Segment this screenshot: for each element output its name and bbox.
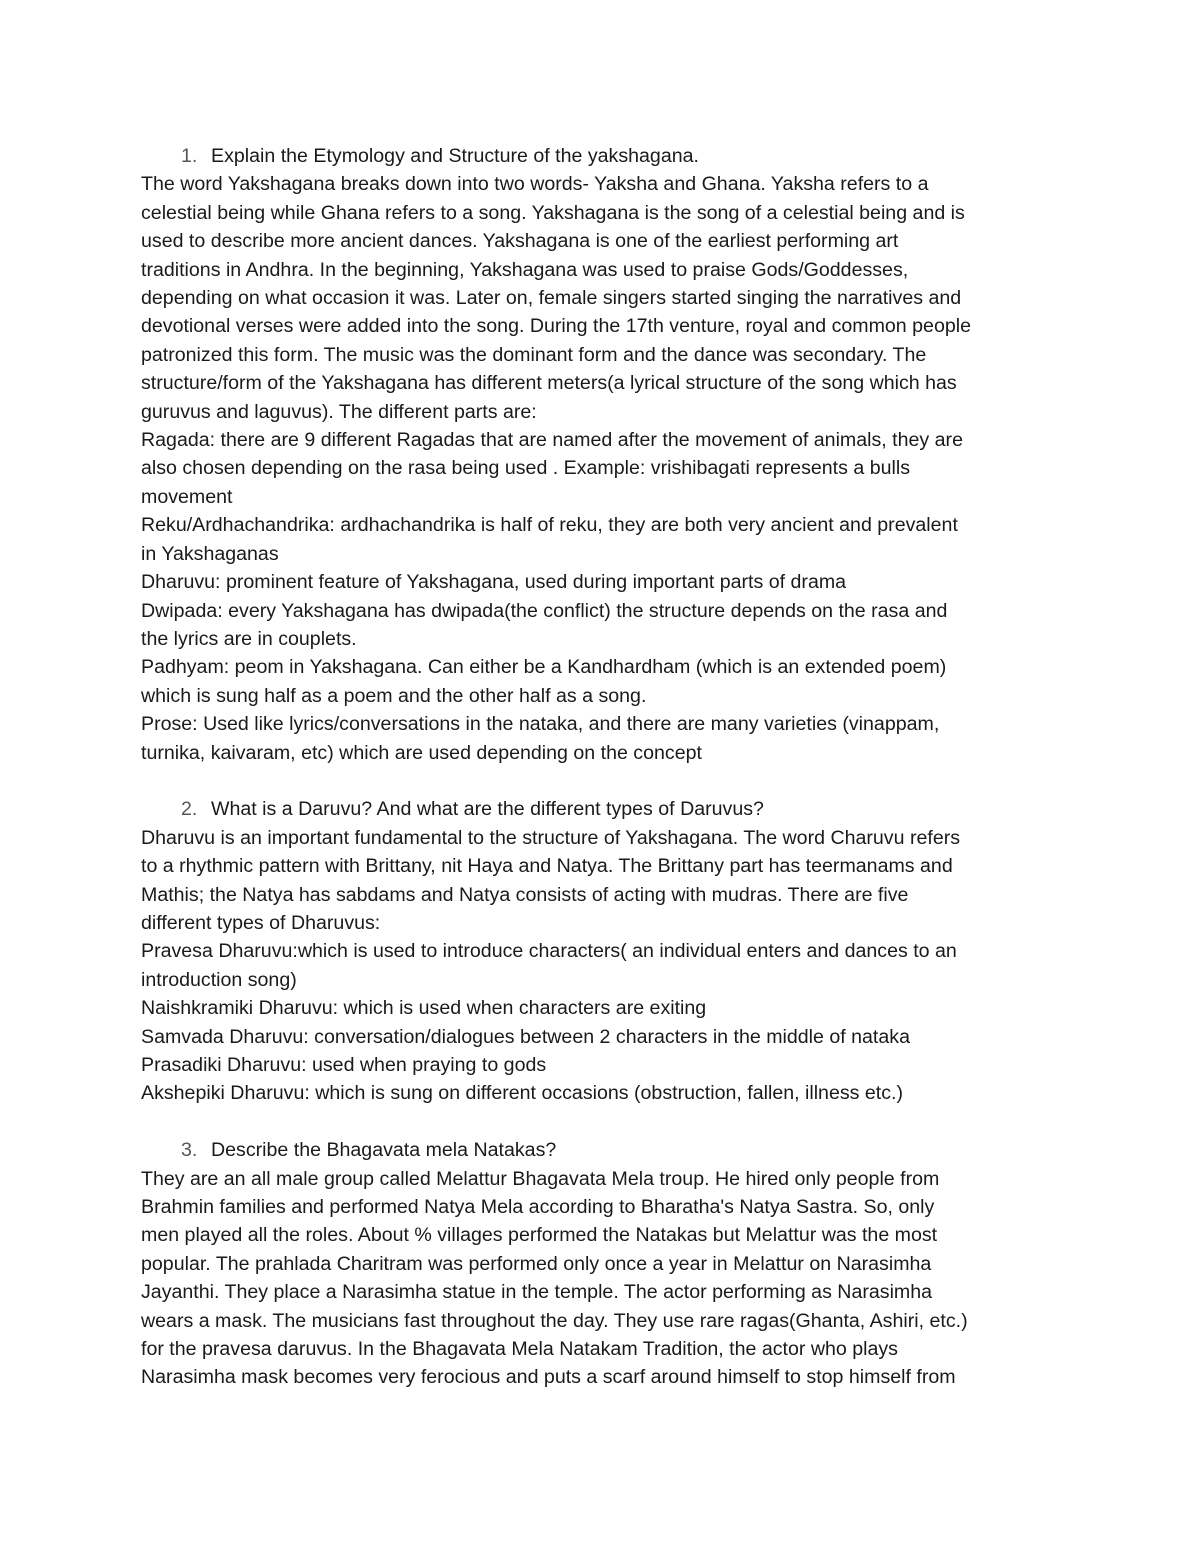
text-line: celestial being while Ghana refers to a song. Yakshagana is the song of a celestial being and is (141, 201, 965, 224)
text-line: Ragada: there are 9 different Ragadas that are named after the movement of animals, they are (141, 429, 963, 452)
text-line: also chosen depending on the rasa being used . Example: vrishibagati represents a bulls (141, 457, 910, 480)
question-1 (141, 142, 1066, 170)
section-spacer (141, 767, 1066, 795)
question-text: What is a Daruvu? And what are the different types of Daruvus? (211, 798, 764, 821)
text-line: the lyrics are in couplets. (141, 627, 357, 650)
question-3 (141, 1136, 1066, 1164)
text-line: depending on what occasion it was. Later on, female singers started singing the narratives and (141, 287, 962, 310)
text-line: Pravesa Dharuvu:which is used to introduce characters( an individual enters and dances to an (141, 940, 957, 963)
answer-1 (141, 170, 1066, 767)
text-line: popular. The prahlada Charitram was performed only once a year in Melattur on Narasimha (141, 1252, 932, 1275)
text-line: which is sung half as a poem and the other half as a song. (141, 684, 647, 707)
text-line: wears a mask. The musicians fast throughout the day. They use rare ragas(Ghanta, Ashiri, etc.) (141, 1309, 968, 1332)
text-line: for the pravesa daruvus. In the Bhagavata Mela Natakam Tradition, the actor who plays (141, 1338, 898, 1361)
text-line: devotional verses were added into the song. During the 17th venture, royal and common people (141, 315, 971, 338)
text-line: Mathis; the Natya has sabdams and Natya consists of acting with mudras. There are five (141, 883, 909, 906)
question-2 (141, 795, 1066, 823)
question-text: Describe the Bhagavata mela Natakas? (211, 1139, 557, 1162)
text-line: Brahmin families and performed Natya Mela according to Bharatha's Natya Sastra. So, only (141, 1196, 935, 1218)
question-number: 1. (181, 145, 198, 167)
text-line: Dwipada: every Yakshagana has dwipada(the conflict) the structure depends on the rasa and (141, 599, 948, 622)
text-line: Akshepiki Dharuvu: which is sung on different occasions (obstruction, fallen, illness etc.) (141, 1082, 903, 1105)
question-text: Explain the Etymology and Structure of the yakshagana. (211, 145, 699, 167)
text-line: traditions in Andhra. In the beginning, Yakshagana was used to praise Gods/Goddesses, (141, 258, 909, 281)
text-line: used to describe more ancient dances. Yakshagana is one of the earliest performing art (141, 230, 899, 253)
text-line: introduction song) (141, 968, 297, 991)
answer-2 (141, 824, 1066, 1108)
question-number: 3. (181, 1139, 198, 1162)
text-line: structure/form of the Yakshagana has different meters(a lyrical structure of the song which has (141, 372, 957, 395)
text-line: movement (141, 485, 233, 508)
section-spacer (141, 1108, 1066, 1136)
answer-3 (141, 1165, 1066, 1392)
text-line: They are an all male group called Melattur Bhagavata Mela troup. He hired only people from (141, 1167, 940, 1190)
document-page (141, 142, 1066, 1392)
text-line: Prasadiki Dharuvu: used when praying to gods (141, 1053, 547, 1076)
text-line: guruvus and laguvus). The different parts are: (141, 400, 537, 423)
text-line: in Yakshaganas (141, 542, 279, 565)
text-line: Jayanthi. They place a Narasimha statue in the temple. The actor performing as Narasimha (141, 1281, 933, 1304)
text-line: The word Yakshagana breaks down into two words- Yaksha and Ghana. Yaksha refers to a (141, 173, 929, 196)
text-line: Dharuvu: prominent feature of Yakshagana, used during important parts of drama (141, 571, 847, 594)
text-line: to a rhythmic pattern with Brittany, nit Haya and Natya. The Brittany part has teermanams and (141, 855, 953, 878)
text-line: Samvada Dharuvu: conversation/dialogues between 2 characters in the middle of nataka (141, 1025, 910, 1048)
text-line: different types of Dharuvus: (141, 911, 381, 934)
question-number: 2. (181, 798, 198, 821)
text-line: Padhyam: peom in Yakshagana. Can either be a Kandhardham (which is an extended poem) (141, 656, 947, 679)
text-line: patronized this form. The music was the dominant form and the dance was secondary. The (141, 343, 927, 366)
text-line: Narasimha mask becomes very ferocious and puts a scarf around himself to stop himself from (141, 1366, 956, 1389)
text-line: men played all the roles. About % villages performed the Natakas but Melattur was the most (141, 1224, 938, 1247)
text-line: Reku/Ardhachandrika: ardhachandrika is half of reku, they are both very ancient and prevalent (141, 514, 958, 537)
text-line: turnika, kaivaram, etc) which are used depending on the concept (141, 741, 702, 764)
text-line: Naishkramiki Dharuvu: which is used when characters are exiting (141, 997, 707, 1020)
text-line: Dharuvu is an important fundamental to the structure of Yakshagana. The word Charuvu refers (141, 826, 961, 849)
text-line: Prose: Used like lyrics/conversations in the nataka, and there are many varieties (vinappam, (141, 713, 940, 736)
